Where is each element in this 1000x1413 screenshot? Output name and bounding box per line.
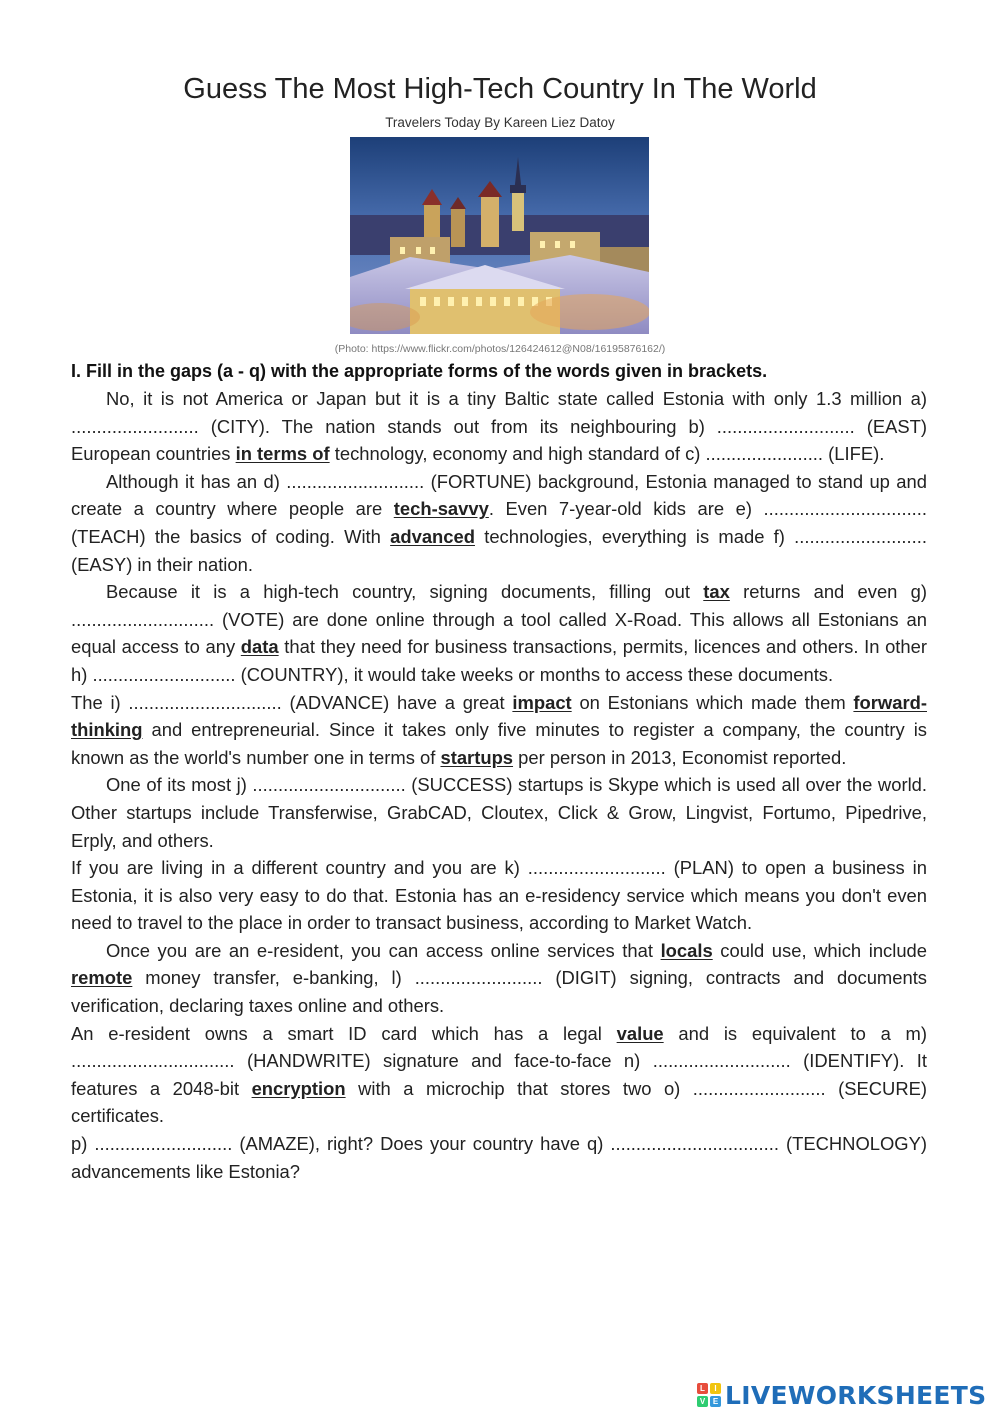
- photo-credit: (Photo: https://www.flickr.com/photos/126424612@N08/16195876162/): [334, 343, 666, 355]
- paragraph: [71, 854, 927, 937]
- paragraph: [71, 689, 927, 772]
- text-segment: If you are living in a different country and you are k) ........................... (PLAN) to open a business in Estonia, it is also very easy to do that. Estonia has an e-residency service which means you don't even need to travel to the place in order to transact business, according to Market Watch.: [71, 857, 927, 934]
- text-segment: money transfer, e-banking, l) ......................... (DIGIT) signing, contracts and documents verification, declaring taxes online and others.: [71, 967, 927, 1017]
- text-segment: Once you are an e-resident, you can access online services that: [106, 939, 661, 961]
- text-segment: and entrepreneurial. Since it takes only five minutes to register a company, the country is known as the world's number one in terms of: [71, 719, 927, 768]
- paragraph: [71, 771, 927, 854]
- text-segment: . Even 7-year-old kids are e) ................................ (TEACH) the basics of coding. With: [71, 498, 928, 547]
- paragraph: [71, 937, 927, 1020]
- keyword: remote: [71, 967, 133, 989]
- paragraph: [71, 578, 927, 688]
- keyword: forward-thinking: [71, 691, 927, 741]
- instruction-heading: I. Fill in the gaps (a - q) with the appropriate forms of the words given in brackets.: [71, 361, 768, 381]
- paragraph: [71, 385, 927, 468]
- keyword: encryption: [251, 1077, 346, 1099]
- paragraph: [71, 1020, 927, 1130]
- night-city-photo: [350, 137, 649, 334]
- keyword: advanced: [390, 525, 475, 547]
- logo-tile: I: [710, 1383, 721, 1394]
- liveworksheets-logo: [697, 1378, 986, 1412]
- logo-tile: V: [697, 1396, 708, 1407]
- text-segment: One of its most j) .............................. (SUCCESS) startups is Skype which is used all over the world. Other startups include Transferwise, GrabCAD, Cloutex, Click & Grow, Lingvist, Fortumo, Pipedrive, Erply, and others.: [71, 774, 927, 851]
- keyword: data: [240, 636, 279, 658]
- text-segment: returns and even g) ............................ (VOTE) are done online through a tool called X-Road. This allows all Estonians an equal access to any: [71, 581, 927, 658]
- keyword: tech-savvy: [393, 498, 489, 520]
- text-segment: technologies, everything is made f) .......................... (EASY) in their nation.: [71, 525, 927, 575]
- keyword: tax: [703, 581, 730, 603]
- text-segment: technology, economy and high standard of c) ....................... (LIFE).: [329, 443, 885, 465]
- keyword: impact: [512, 691, 572, 713]
- text-segment: p) ........................... (AMAZE), right? Does your country have q) ................................. (TECHNOLOGY) advancements like Estonia?: [71, 1133, 927, 1182]
- text-segment: could use, which include: [712, 939, 928, 961]
- text-segment: on Estonians which made them: [571, 691, 854, 713]
- keyword: startups: [440, 746, 514, 768]
- keyword: in terms of: [235, 443, 330, 465]
- text-segment: The i) .............................. (ADVANCE) have a great: [71, 691, 513, 713]
- paragraph: [71, 468, 927, 578]
- paragraph: [71, 1130, 927, 1185]
- keyword: locals: [660, 939, 713, 961]
- text-segment: that they need for business transactions, permits, licences and others. In other h) ............................ (COUNTRY), it would take weeks or months to access these documents.: [71, 636, 927, 685]
- logo-icon: [697, 1383, 721, 1407]
- page-title: Guess The Most High-Tech Country In The World: [183, 73, 817, 105]
- text-segment: No, it is not America or Japan but it is a tiny Baltic state called Estonia with only 1.3 million a) ......................... (CITY). The nation stands out from its neighbouring b) ........................... (EAST) European countries: [71, 388, 927, 465]
- text-segment: and is equivalent to a m) ................................ (HANDWRITE) signature and face-to-face n) ........................... (IDENTIFY). It features a 2048-bit: [71, 1022, 927, 1099]
- logo-tile: L: [697, 1383, 708, 1394]
- text-segment: per person in 2013, Economist reported.: [513, 746, 847, 768]
- keyword: value: [616, 1022, 664, 1044]
- logo-tile: E: [710, 1396, 721, 1407]
- logo-text: LIVEWORKSHEETS: [725, 1380, 987, 1410]
- article-body: [71, 385, 927, 1185]
- text-segment: Because it is a high-tech country, signing documents, filling out: [106, 581, 704, 603]
- text-segment: Although it has an d) ........................... (FORTUNE) background, Estonia managed to stand up and create a country where people are: [71, 470, 927, 520]
- text-segment: An e-resident owns a smart ID card which has a legal: [71, 1022, 617, 1044]
- byline: Travelers Today By Kareen Liez Datoy: [385, 115, 615, 130]
- text-segment: with a microchip that stores two o) .......................... (SECURE) certificates.: [71, 1077, 927, 1127]
